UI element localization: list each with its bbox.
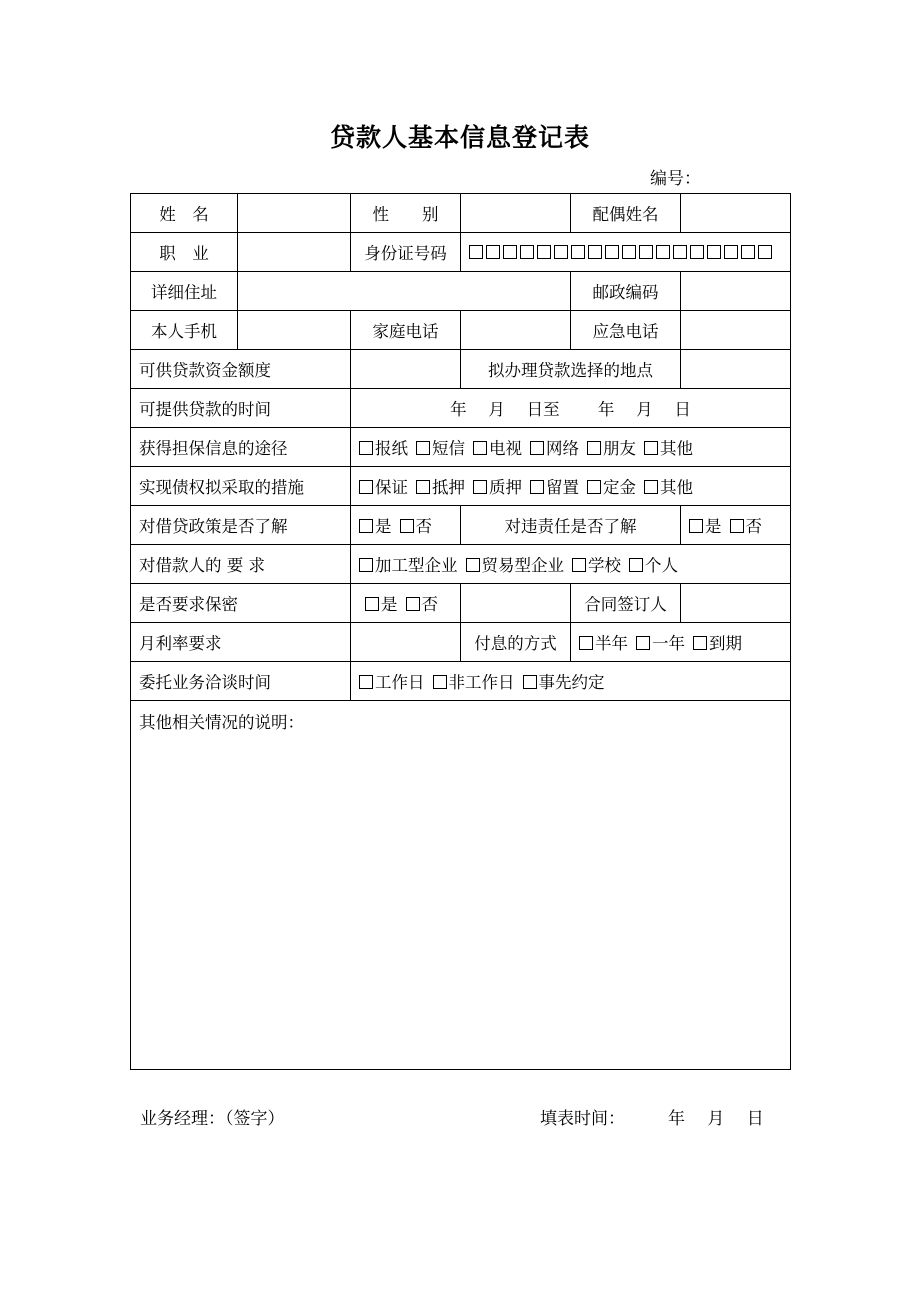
id-digit-box[interactable] — [588, 245, 602, 259]
id-number-boxes[interactable] — [461, 233, 791, 272]
checkbox[interactable] — [693, 636, 707, 650]
serial-number-label: 编号： — [650, 169, 701, 189]
id-digit-box[interactable] — [724, 245, 738, 259]
checkbox-option[interactable] — [530, 439, 579, 458]
address-label: 详细住址 — [131, 272, 238, 311]
contract-signer-field[interactable] — [681, 584, 791, 623]
checkbox-option[interactable] — [359, 673, 425, 692]
checkbox-option[interactable] — [530, 478, 579, 497]
checkbox-option[interactable] — [644, 478, 693, 497]
meeting-time-options[interactable] — [351, 662, 791, 701]
id-digit-box[interactable] — [503, 245, 517, 259]
other-notes-label: 其他相关情况的说明： — [139, 713, 304, 732]
checkbox-label: 否 — [421, 595, 438, 614]
gender-field[interactable] — [461, 194, 571, 233]
checkbox-label: 非工作日 — [448, 673, 515, 692]
checkbox-option[interactable] — [365, 595, 398, 614]
checkbox-label: 网络 — [546, 439, 579, 458]
meeting-time-label: 委托业务洽谈时间 — [131, 662, 351, 701]
checkbox-label: 其他 — [660, 439, 693, 458]
gender-label: 性 别 — [351, 194, 461, 233]
checkbox[interactable] — [466, 558, 480, 572]
checkbox[interactable] — [416, 441, 430, 455]
interest-method-options[interactable] — [571, 623, 791, 662]
checkbox[interactable] — [523, 675, 537, 689]
measures-options[interactable] — [351, 467, 791, 506]
info-source-options[interactable] — [351, 428, 791, 467]
checkbox-option[interactable] — [359, 478, 408, 497]
other-notes-field[interactable] — [131, 701, 791, 1070]
liability-known-options[interactable] — [681, 506, 791, 545]
checkbox-label: 是 — [705, 517, 722, 536]
checkbox-option[interactable] — [572, 556, 621, 575]
id-digit-box[interactable] — [605, 245, 619, 259]
form-title: 贷款人基本信息登记表 — [329, 123, 590, 152]
checkbox-option[interactable] — [579, 634, 628, 653]
loan-funds-label: 可供贷款资金额度 — [131, 350, 351, 389]
checkbox[interactable] — [587, 480, 601, 494]
checkbox[interactable] — [572, 558, 586, 572]
id-number-label: 身份证号码 — [351, 233, 461, 272]
checkbox-label: 留置 — [546, 478, 579, 497]
checkbox-label: 其他 — [660, 478, 693, 497]
info-source-label: 获得担保信息的途径 — [131, 428, 351, 467]
checkbox-label: 是 — [381, 595, 398, 614]
checkbox-label: 定金 — [603, 478, 636, 497]
id-digit-box[interactable] — [520, 245, 534, 259]
checkbox-label: 电视 — [489, 439, 522, 458]
checkbox[interactable] — [730, 519, 744, 533]
checkbox[interactable] — [359, 519, 373, 533]
mobile-label: 本人手机 — [131, 311, 238, 350]
measures-label: 实现债权拟采取的措施 — [131, 467, 351, 506]
checkbox-option[interactable] — [433, 673, 515, 692]
checkbox-option[interactable] — [629, 556, 678, 575]
checkbox-option[interactable] — [689, 517, 722, 536]
checkbox[interactable] — [587, 441, 601, 455]
liability-known-label: 对违责任是否了解 — [461, 506, 681, 545]
checkbox[interactable] — [416, 480, 430, 494]
fill-date-label: 填表时间： — [540, 1109, 625, 1129]
checkbox[interactable] — [406, 597, 420, 611]
checkbox-option[interactable] — [587, 439, 636, 458]
id-digit-box[interactable] — [554, 245, 568, 259]
checkbox-option[interactable] — [693, 634, 742, 653]
checkbox-label: 保证 — [375, 478, 408, 497]
id-digit-box[interactable] — [469, 245, 483, 259]
manager-signature-label: 业务经理：（签字） — [140, 1109, 285, 1129]
checkbox[interactable] — [473, 480, 487, 494]
home-phone-label: 家庭电话 — [351, 311, 461, 350]
confidential-blank[interactable] — [461, 584, 571, 623]
checkbox-label: 个人 — [645, 556, 678, 575]
checkbox[interactable] — [400, 519, 414, 533]
checkbox-option[interactable] — [400, 517, 433, 536]
emergency-phone-field[interactable] — [681, 311, 791, 350]
checkbox-option[interactable] — [416, 478, 465, 497]
spouse-name-field[interactable] — [681, 194, 791, 233]
checkbox[interactable] — [359, 558, 373, 572]
address-field[interactable] — [238, 272, 571, 311]
checkbox[interactable] — [359, 675, 373, 689]
checkbox[interactable] — [433, 675, 447, 689]
checkbox-option[interactable] — [473, 478, 522, 497]
checkbox-option[interactable] — [587, 478, 636, 497]
checkbox-option[interactable] — [359, 517, 392, 536]
occupation-label: 职 业 — [131, 233, 238, 272]
confidential-options[interactable] — [351, 584, 461, 623]
policy-known-label: 对借贷政策是否了解 — [131, 506, 351, 545]
checkbox-option[interactable] — [636, 634, 685, 653]
registration-table — [130, 193, 791, 1070]
fill-date-value: 年 月 日 — [668, 1109, 764, 1129]
checkbox-label: 工作日 — [375, 673, 425, 692]
interest-method-label: 付息的方式 — [461, 623, 571, 662]
id-digit-box[interactable] — [656, 245, 670, 259]
loan-period-field[interactable]: 年 月 日至 年 月 日 — [351, 389, 791, 428]
checkbox-label: 事先约定 — [538, 673, 605, 692]
checkbox[interactable] — [365, 597, 379, 611]
spouse-name-label: 配偶姓名 — [571, 194, 681, 233]
checkbox-label: 质押 — [489, 478, 522, 497]
checkbox[interactable] — [629, 558, 643, 572]
postcode-label: 邮政编码 — [571, 272, 681, 311]
checkbox-label: 否 — [745, 517, 762, 536]
borrower-requirement-options[interactable] — [351, 545, 791, 584]
id-digit-box[interactable] — [486, 245, 500, 259]
checkbox-option[interactable] — [644, 439, 693, 458]
contract-signer-label: 合同签订人 — [571, 584, 681, 623]
confidential-label: 是否要求保密 — [131, 584, 351, 623]
checkbox-label: 学校 — [588, 556, 621, 575]
name-field[interactable] — [238, 194, 351, 233]
loan-period-label: 可提供贷款的时间 — [131, 389, 351, 428]
name-label: 姓 名 — [131, 194, 238, 233]
checkbox-label: 加工型企业 — [375, 556, 458, 575]
checkbox-option[interactable] — [416, 439, 465, 458]
loan-funds-field[interactable] — [351, 350, 461, 389]
checkbox[interactable] — [359, 480, 373, 494]
occupation-field[interactable] — [238, 233, 351, 272]
checkbox-option[interactable] — [466, 556, 565, 575]
checkbox-label: 贸易型企业 — [481, 556, 564, 575]
id-digit-box[interactable] — [741, 245, 755, 259]
checkbox-label: 否 — [415, 517, 432, 536]
checkbox-option[interactable] — [359, 439, 408, 458]
id-digit-box[interactable] — [639, 245, 653, 259]
checkbox[interactable] — [530, 480, 544, 494]
checkbox[interactable] — [579, 636, 593, 650]
id-digit-box[interactable] — [690, 245, 704, 259]
checkbox[interactable] — [644, 441, 658, 455]
emergency-phone-label: 应急电话 — [571, 311, 681, 350]
checkbox-option[interactable] — [730, 517, 763, 536]
home-phone-field[interactable] — [461, 311, 571, 350]
checkbox[interactable] — [689, 519, 703, 533]
checkbox-option[interactable] — [473, 439, 522, 458]
id-digit-box[interactable] — [707, 245, 721, 259]
checkbox-label: 一年 — [652, 634, 685, 653]
checkbox[interactable] — [644, 480, 658, 494]
checkbox-option[interactable] — [359, 556, 458, 575]
checkbox[interactable] — [359, 441, 373, 455]
checkbox[interactable] — [636, 636, 650, 650]
monthly-rate-field[interactable] — [351, 623, 461, 662]
id-digit-box[interactable] — [622, 245, 636, 259]
loan-location-label: 拟办理贷款选择的地点 — [461, 350, 681, 389]
checkbox-option[interactable] — [523, 673, 605, 692]
checkbox-label: 到期 — [709, 634, 742, 653]
policy-known-options[interactable] — [351, 506, 461, 545]
checkbox-label: 抵押 — [432, 478, 465, 497]
checkbox-label: 半年 — [595, 634, 628, 653]
loan-location-field[interactable] — [681, 350, 791, 389]
monthly-rate-label: 月利率要求 — [131, 623, 351, 662]
id-digit-box[interactable] — [571, 245, 585, 259]
postcode-field[interactable] — [681, 272, 791, 311]
checkbox-label: 短信 — [432, 439, 465, 458]
mobile-field[interactable] — [238, 311, 351, 350]
checkbox-label: 报纸 — [375, 439, 408, 458]
checkbox-label: 朋友 — [603, 439, 636, 458]
checkbox[interactable] — [530, 441, 544, 455]
id-digit-box[interactable] — [537, 245, 551, 259]
id-digit-box[interactable] — [758, 245, 772, 259]
borrower-requirement-label: 对借款人的 要 求 — [131, 545, 351, 584]
checkbox-label: 是 — [375, 517, 392, 536]
checkbox[interactable] — [473, 441, 487, 455]
id-digit-box[interactable] — [673, 245, 687, 259]
checkbox-option[interactable] — [406, 595, 439, 614]
